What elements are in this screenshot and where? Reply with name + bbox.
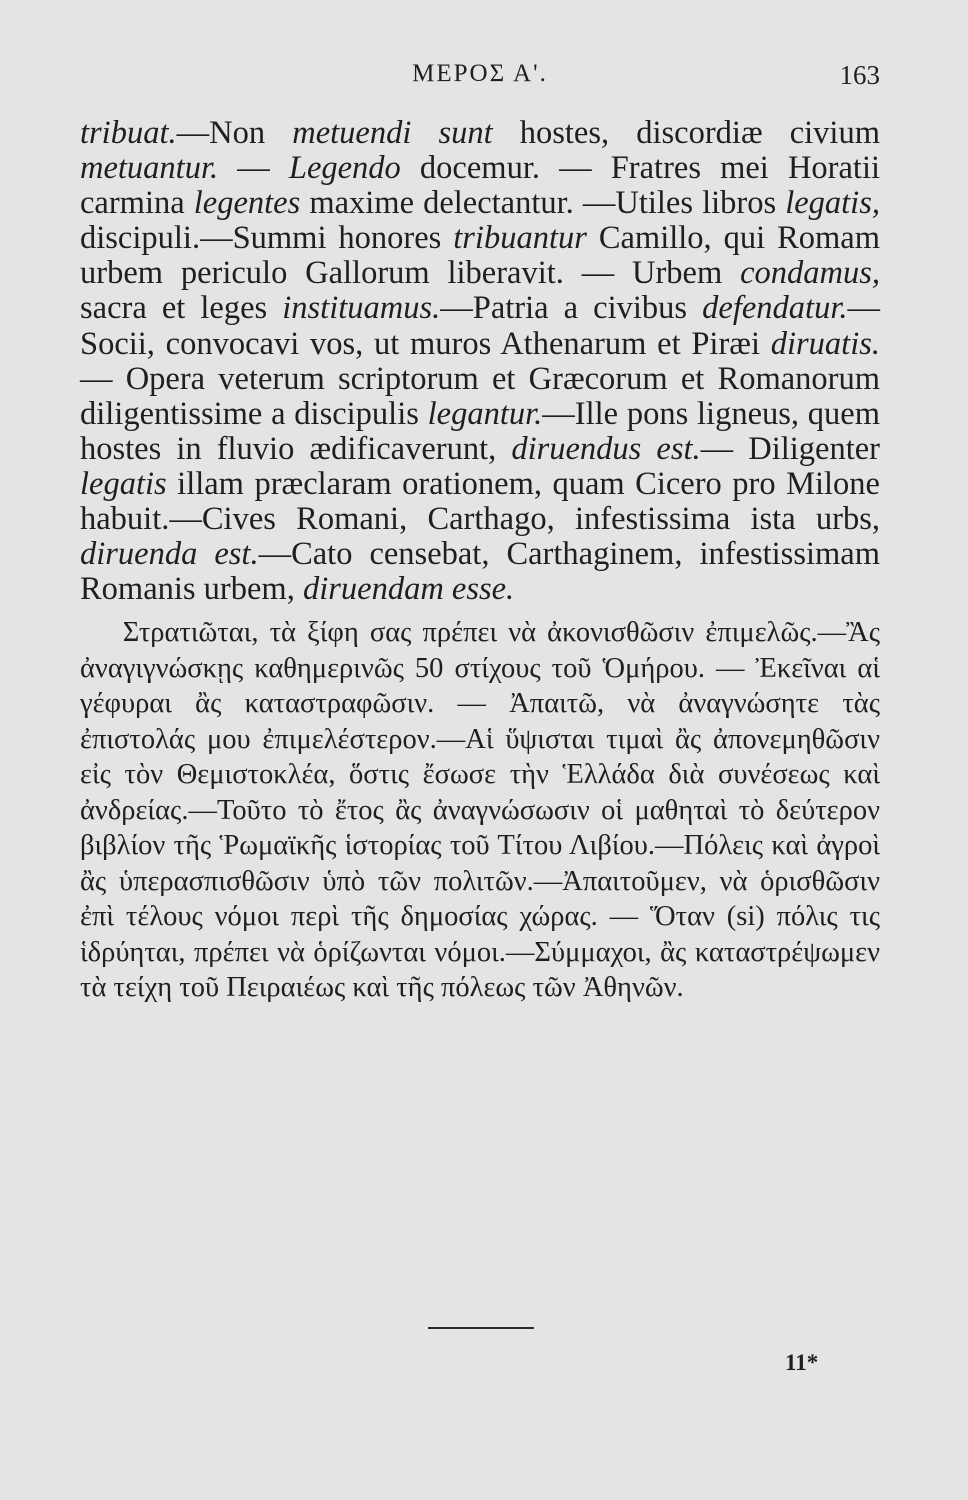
- italic-term: metuantur.: [80, 150, 219, 187]
- running-head: ΜΕΡΟΣ Α'.: [412, 60, 548, 87]
- text-run: —Ille pons ligneus, quem hostes in fluvio ædificaverunt,: [80, 395, 880, 467]
- italic-term: diruendus est.: [511, 430, 701, 467]
- text-run: illam præclaram orationem, quam Cicero pro Milone habuit.—Cives Romani, Carthago, infestissima ista urbs,: [80, 465, 880, 538]
- italic-term: tribuat.: [80, 115, 177, 151]
- italic-term: diruenda est.: [80, 536, 259, 573]
- italic-term: legatis,: [785, 185, 880, 222]
- italic-term: condamus,: [740, 255, 880, 292]
- page-header: [80, 60, 880, 100]
- italic-term: legatis: [80, 465, 167, 502]
- greek-paragraph: [80, 615, 880, 1006]
- greek-text: Στρατιῶται, τὰ ξίφη σας πρέπει νὰ ἀκονισθῶσιν ἐπιμελῶς.—Ἂς ἀναγιγνώσκῃς καθημερινῶς 50 στίχους τοῦ Ὁμήρου. — Ἐκεῖναι αἱ γέφυραι ἂς καταστραφῶσιν. — Ἀπαιτῶ, νὰ ἀναγνώσητε τὰς ἐπιστολάς μου ἐπιμελέστερον.—Αἱ ὕψισται τιμαὶ ἂς ἀπονεμηθῶσιν εἰς τὸν Θεμιστοκλέα, ὅστις ἔσωσε τὴν Ἑλλάδα διὰ συνέσεως καὶ ἀνδρείας.—Τοῦτο τὸ ἔτος ἂς ἀναγνώσωσιν οἱ μαθηταὶ τὸ δεύτερον βιβλίον τῆς Ῥωμαϊκῆς ἱστορίας τοῦ Τίτου Λιβίου.—Πόλεις καὶ ἀγροὶ ἂς ὑπερασπισθῶσιν ὑπὸ τῶν πολιτῶν.—Ἀπαιτοῦμεν, νὰ ὁρισθῶσιν ἐπὶ τέλους νόμοι περὶ τῆς δημοσίας χώρας. — Ὅταν (si) πόλις τις ἱδρύηται, πρέπει νὰ ὁρίζωνται νόμοι.—Σύμμαχοι, ἂς καταστρέψωμεν τὰ τείχη τοῦ Πειραιέως καὶ τῆς πόλεως τῶν Ἀθηνῶν.: [80, 617, 880, 1004]
- page-body: [80, 116, 880, 1006]
- latin-text: [80, 116, 880, 607]
- text-run: docemur. — Fratres mei Horatii carmina: [80, 150, 880, 222]
- text-run: discipuli.—Summi honores: [80, 220, 454, 257]
- italic-term: metuendi sunt: [292, 115, 493, 151]
- text-run: hostes, discordiæ civium: [492, 115, 880, 151]
- latin-paragraph: [80, 116, 880, 607]
- italic-term: defendatur.: [702, 290, 848, 327]
- text-run: —Cato censebat, Carthaginem, infestissimam Romanis urbem,: [80, 536, 880, 608]
- text-run: — Diligenter: [700, 430, 881, 467]
- text-run: — Socii, convocavi vos, ut muros Athenarum et Piræi: [80, 290, 880, 362]
- text-run: —: [218, 150, 289, 187]
- italic-term: Legendo: [288, 150, 401, 187]
- signature-mark: 11*: [785, 1350, 819, 1375]
- text-run: Camillo, qui Romam urbem periculo Gallorum liberavit. — Urbem: [80, 220, 880, 292]
- italic-term: tribuantur: [453, 220, 587, 257]
- italic-term: legantur.: [427, 395, 543, 432]
- page-number: 163: [839, 60, 880, 90]
- italic-term: instituamus.: [282, 290, 441, 327]
- text-run: maxime delectantur. —Utiles libros: [300, 185, 786, 222]
- italic-term: diruendam esse.: [302, 571, 515, 608]
- text-run: — Opera veterum scriptorum et Græcorum et Romanorum diligentissime a discipulis: [80, 360, 880, 432]
- italic-term: diruatis.: [770, 325, 880, 362]
- italic-term: legentes: [193, 185, 301, 222]
- text-run: —Non: [176, 115, 293, 151]
- footer-rule: [428, 1327, 534, 1329]
- text-run: —Patria a civibus: [440, 290, 703, 327]
- text-run: sacra et leges: [80, 290, 283, 327]
